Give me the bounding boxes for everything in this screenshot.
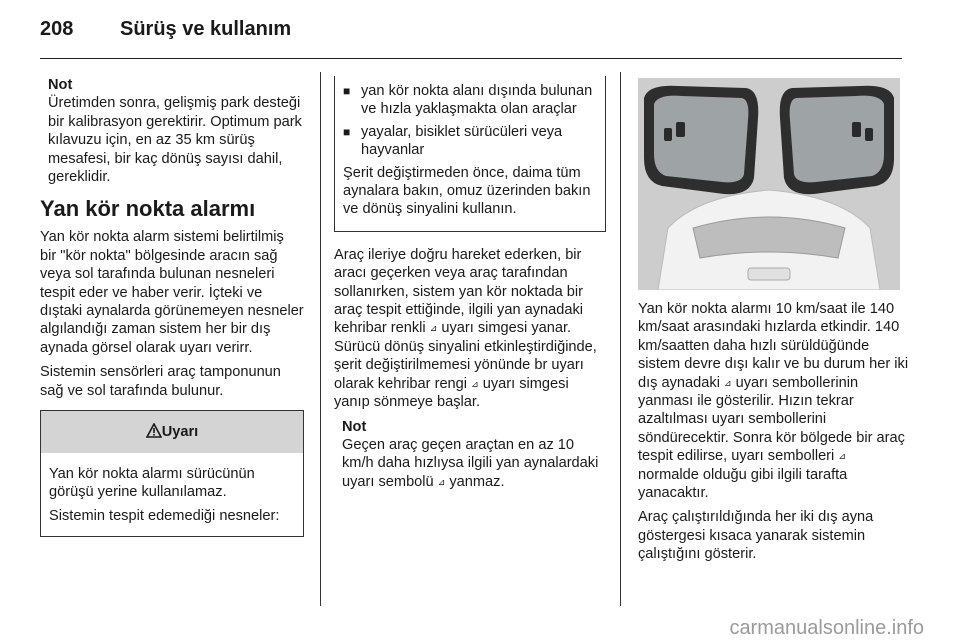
- note-title: Not: [342, 418, 367, 435]
- list-item-text: yayalar, bisiklet sürücüleri veya hayvanlar: [361, 123, 563, 159]
- blind-spot-symbol-icon: ⊿: [429, 323, 438, 334]
- side-mirrors-illustration: [638, 78, 900, 290]
- warning-box: [40, 410, 304, 537]
- column-2: [334, 76, 606, 497]
- column-1: [40, 76, 304, 537]
- text-run: yanmaz.: [449, 473, 505, 490]
- note-block: [40, 76, 304, 186]
- header-rule: [40, 58, 902, 59]
- warning-text: Sistemin tespit edemediği nesneler:: [49, 508, 280, 525]
- paragraph: [638, 300, 910, 502]
- column-divider-right: [620, 72, 621, 606]
- text-run: normalde olduğu gibi ilgili tarafta yanacaktır.: [638, 466, 848, 502]
- column-3: [638, 300, 910, 570]
- warning-box-continued: [334, 76, 606, 232]
- column-divider-left: [320, 72, 321, 606]
- watermark: carmanualsonline.info: [729, 617, 924, 639]
- text-run: uyarı simgesi yanar. Sürücü dönüş sinyalini etkinleştirdiğinde, şerit değiştirilmemesi yönünde br uyarı olarak kehribar rengi: [334, 320, 597, 392]
- list-item-text: yan kör nokta alanı dışında bulunan ve hızla yaklaşmakta olan araçlar: [361, 83, 593, 118]
- warning-triangle-icon: [146, 423, 162, 438]
- text-run: Araç ileriye doğru hareket ederken, bir aracı geçerken veya araç tarafından sollanırken, sistem yan kör noktada bir araç tespit ettiğinde, ilgili yan aynadaki kehribar renkli: [334, 246, 584, 337]
- paragraph: Araç çalıştırıldığında her iki dış ayna göstergesi kısaca yanarak sistemin çalıştığını gösterir.: [638, 509, 874, 563]
- note-text: [342, 436, 606, 491]
- text-run: uyarı sembollerinin yanması ile gösterilir. Hızın tekrar azaltılması uyarı sembollerini söndürecektir. Sonra kör bölgede bir araç tespit edilirse, uyarı sembolleri: [638, 374, 905, 465]
- bullet-icon: ■: [343, 84, 351, 98]
- list-item: [343, 82, 597, 119]
- text-run: Geçen araç geçen araçtan en az 10 km/h daha hızlıysa ilgili yan aynalardaki uyarı sembolü: [342, 436, 599, 490]
- warning-header: [41, 410, 303, 452]
- text-run: Yan kör nokta alarmı 10 km/saat ile 140 km/saat arasındaki hızlarda etkindir. 140 km/saatten daha hızlı sürüldüğünde sistem devre dışı kalır ve bu durum her iki dış aynadaki: [638, 301, 909, 391]
- car-mirrors-image: [638, 78, 900, 290]
- warning-text: Yan kör nokta alarmı sürücünün görüşü yerine kullanılamaz.: [49, 465, 255, 500]
- paragraph: Sistemin sensörleri araç tamponunun sağ ve sol tarafında bulunur.: [40, 364, 281, 399]
- bullet-icon: ■: [343, 124, 351, 139]
- paragraph: Yan kör nokta alarm sistemi belirtilmiş bir "kör nokta" bölgesinde aracın sağ veya sol tarafında bulunan nesneleri tespit eder ve haber verir. İçteki ve dıştaki aynalarda görünemeyen nesneler algılandığı zaman sistem her bir dış aynada görsel olarak uyarı verirr.: [40, 229, 304, 356]
- text-run: uyarı simgesi yanıp sönmeye başlar.: [334, 375, 569, 411]
- note-text: Üretimden sonra, gelişmiş park desteği bir kalibrasyon gerektirir. Optimum park kılavuzu için, en az 35 km sürüş mesafesi, bir kaç dönüş sayısı dahil, gereklidir.: [48, 95, 302, 186]
- blind-spot-symbol-icon: ⊿: [838, 451, 846, 462]
- blind-spot-symbol-icon: ⊿: [724, 377, 732, 388]
- warning-title: Uyarı: [161, 424, 199, 441]
- page-header: [40, 18, 291, 41]
- note-block: [334, 418, 606, 492]
- warning-text: Şerit değiştirmeden önce, daima tüm aynalara bakın, omuz üzerinden bakın ve dönüş sinyalini kullanın.: [343, 164, 591, 218]
- list-item: [343, 123, 597, 160]
- paragraph: [334, 246, 606, 412]
- section-heading: Yan kör nokta alarmı: [40, 196, 256, 222]
- page-number: 208: [40, 18, 74, 40]
- blind-spot-symbol-icon: ⊿: [471, 378, 479, 389]
- page-title: Sürüş ve kullanım: [120, 18, 292, 40]
- blind-spot-symbol-icon: ⊿: [437, 476, 446, 487]
- note-title: Not: [48, 77, 73, 93]
